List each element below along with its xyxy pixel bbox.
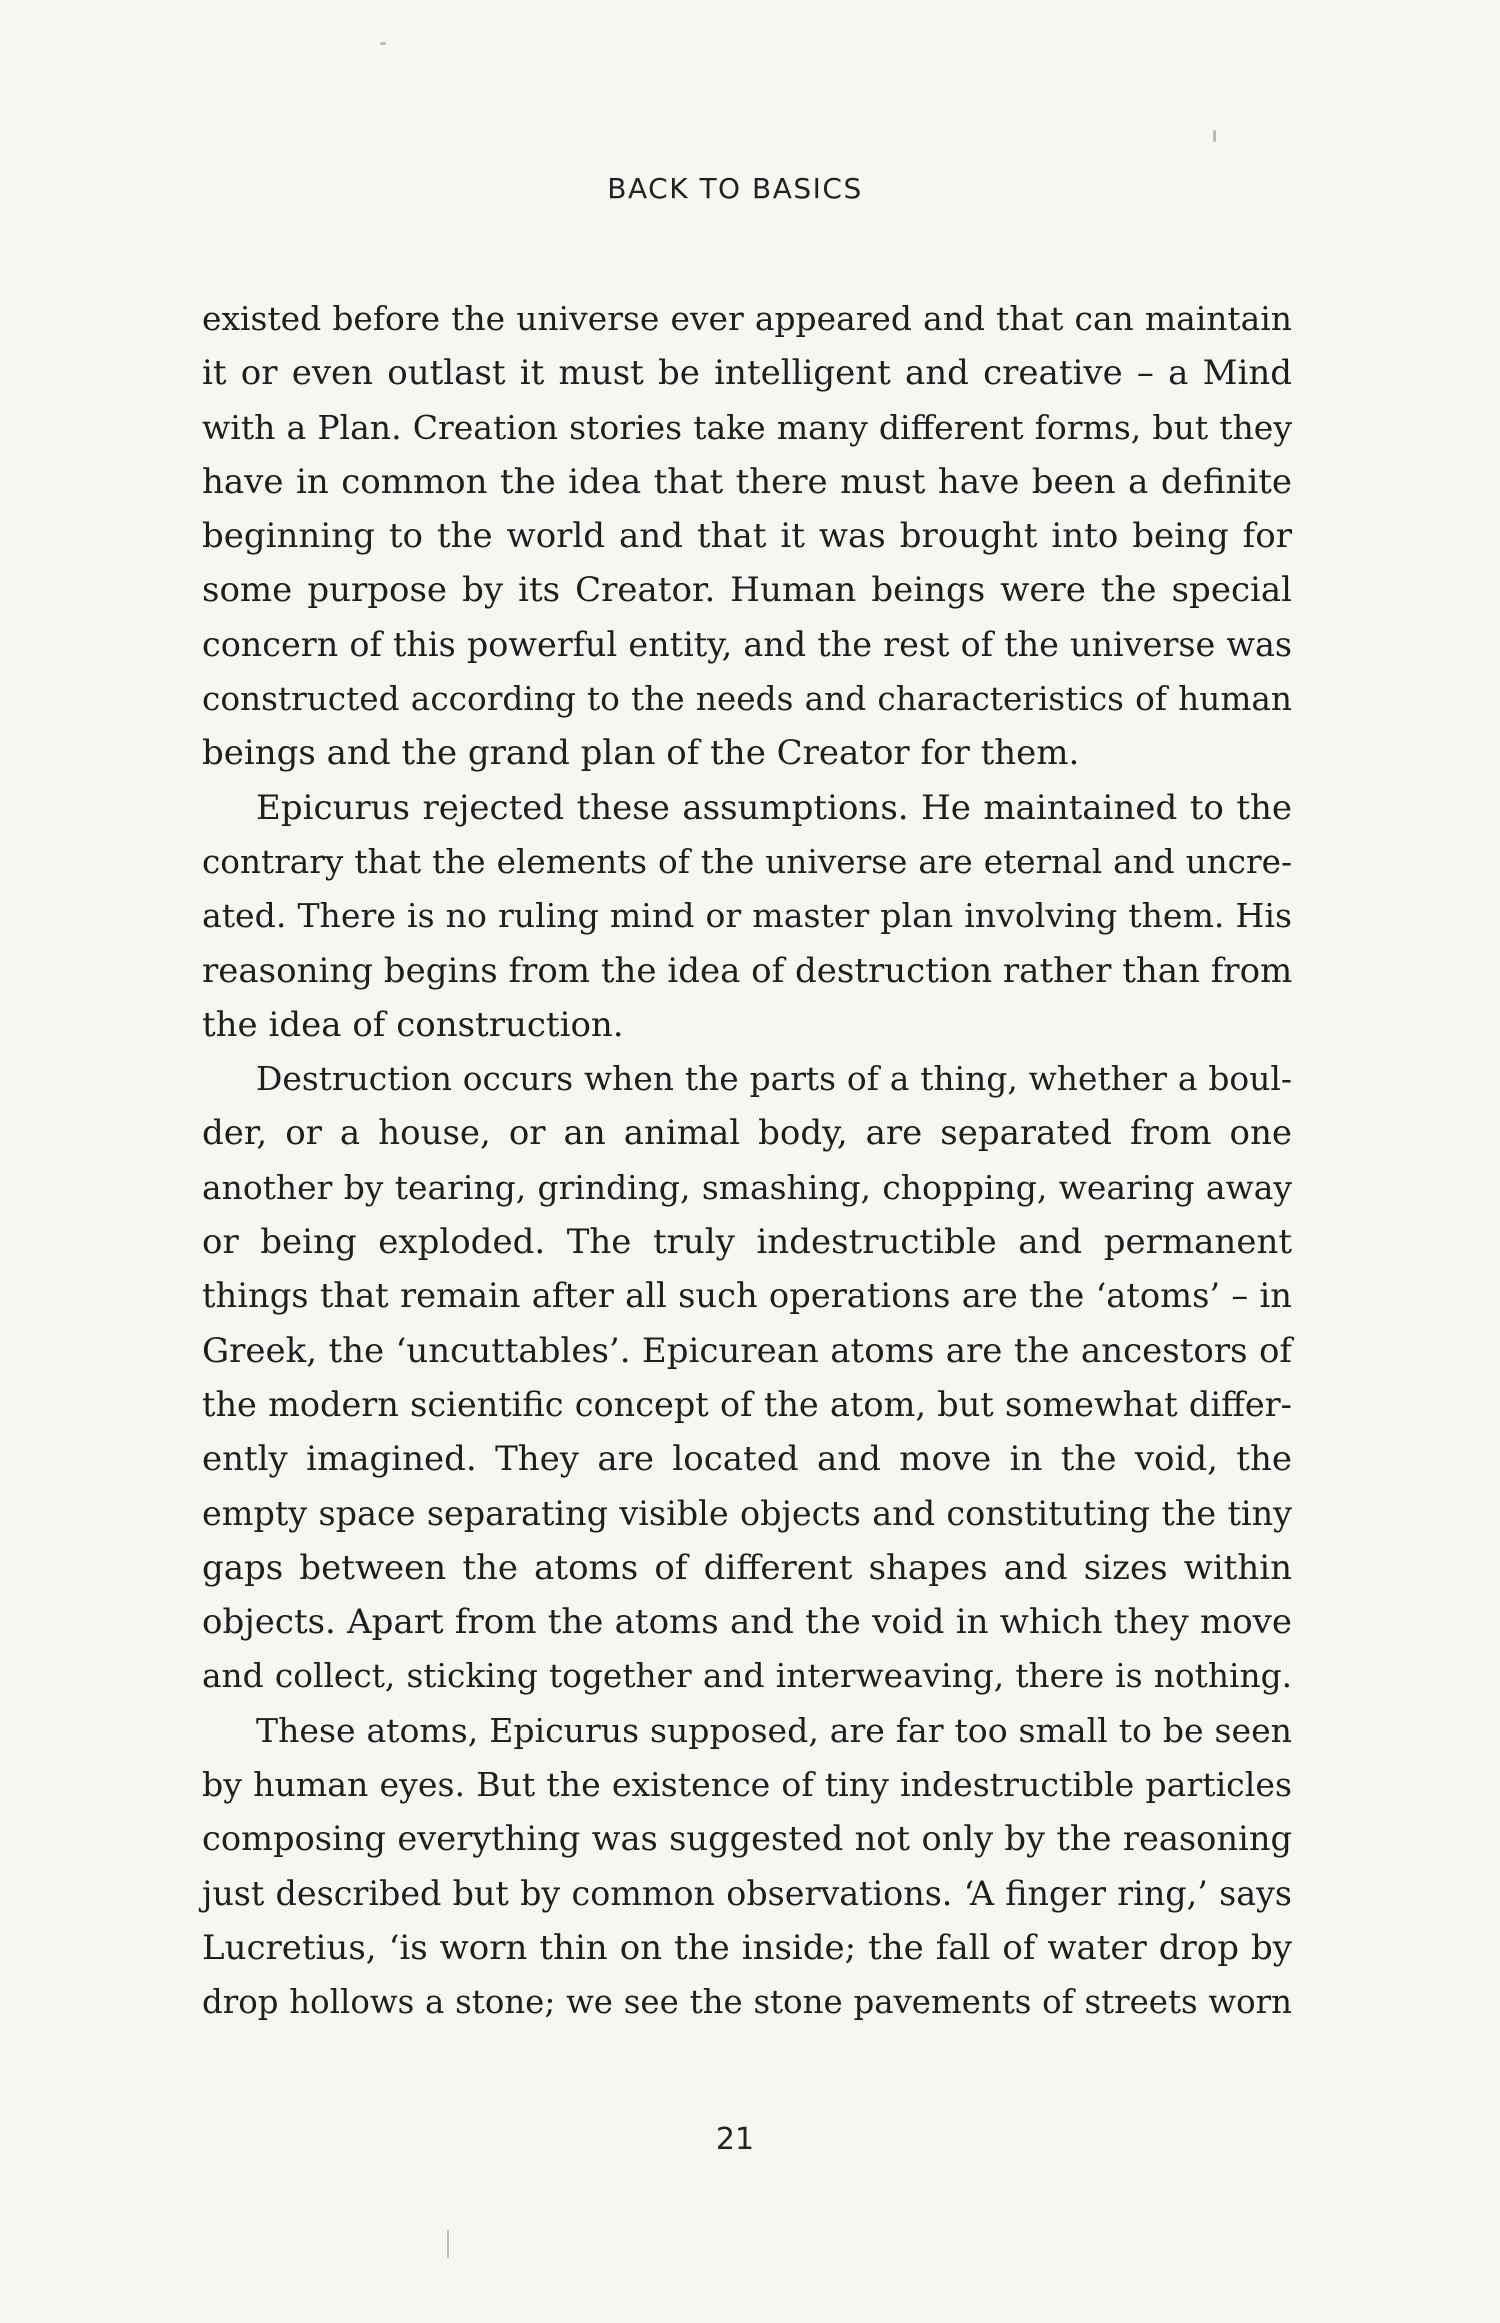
text-line: with a Plan. Creation stories take many different forms, but they <box>202 407 1292 447</box>
text-line: things that remain after all such operations are the ‘atoms’ – in <box>202 1276 1292 1316</box>
text-line: Epicurus rejected these assumptions. He maintained to the <box>256 787 1292 828</box>
text-line: gaps between the atoms of different shapes and sizes within <box>202 1547 1292 1588</box>
text-line: it or even outlast it must be intelligent and creative – a Mind <box>202 353 1292 394</box>
paragraph-3 <box>202 1052 1292 1704</box>
text-line: contrary that the elements of the universe are eternal and uncre- <box>202 842 1292 881</box>
text-line: the idea of construction. <box>202 1004 624 1045</box>
text-line: ated. There is no ruling mind or master plan involving them. His <box>202 896 1292 936</box>
text-line: or being exploded. The truly indestructible and permanent <box>202 1222 1292 1263</box>
text-line: and collect, sticking together and interweaving, there is nothing. <box>202 1657 1292 1696</box>
text-line: drop hollows a stone; we see the stone pavements of streets worn <box>202 1983 1292 2022</box>
paragraph-4 <box>202 1704 1292 2030</box>
running-head: BACK TO BASICS <box>607 172 863 205</box>
scan-speck-bottom <box>447 2230 449 2258</box>
text-line: have in common the idea that there must have been a definite <box>202 461 1292 502</box>
paragraph-2 <box>202 781 1292 1052</box>
text-line: Lucretius, ‘is worn thin on the inside; the fall of water drop by <box>202 1927 1292 1968</box>
text-line: constructed according to the needs and characteristics of human <box>202 680 1292 719</box>
text-line: Destruction occurs when the parts of a thing, whether a boul- <box>256 1059 1292 1099</box>
text-line: by human eyes. But the existence of tiny indestructible particles <box>202 1765 1292 1805</box>
text-line: empty space separating visible objects and constituting the tiny <box>202 1493 1292 1533</box>
text-line: concern of this powerful entity, and the rest of the universe was <box>202 624 1292 664</box>
text-line: beings and the grand plan of the Creator for them. <box>202 733 1080 774</box>
text-line: Greek, the ‘uncuttables’. Epicurean atoms are the ancestors of <box>202 1330 1292 1371</box>
text-line: objects. Apart from the atoms and the void in which they move <box>202 1602 1292 1643</box>
scan-speck-right <box>1213 130 1216 142</box>
text-line: ently imagined. They are located and move in the void, the <box>202 1439 1292 1480</box>
scan-speck-top <box>380 42 386 45</box>
text-line: These atoms, Epicurus supposed, are far too small to be seen <box>256 1710 1292 1750</box>
text-line: some purpose by its Creator. Human beings were the special <box>202 570 1292 611</box>
text-line: beginning to the world and that it was brought into being for <box>202 516 1292 557</box>
text-line: reasoning begins from the idea of destruction rather than from <box>202 950 1293 991</box>
text-line: existed before the universe ever appeared and that can maintain <box>202 299 1292 338</box>
text-line: the modern scientific concept of the atom, but somewhat differ- <box>202 1384 1292 1424</box>
text-line: just described but by common observations. ‘A finger ring,’ says <box>202 1873 1292 1913</box>
page-number: 21 <box>715 2122 755 2157</box>
text-line: composing everything was suggested not only by the reasoning <box>202 1819 1292 1859</box>
body-text <box>202 292 1292 2030</box>
text-line: another by tearing, grinding, smashing, chopping, wearing away <box>202 1167 1292 1207</box>
paragraph-1 <box>202 292 1292 781</box>
text-line: der, or a house, or an animal body, are separated from one <box>202 1113 1292 1154</box>
